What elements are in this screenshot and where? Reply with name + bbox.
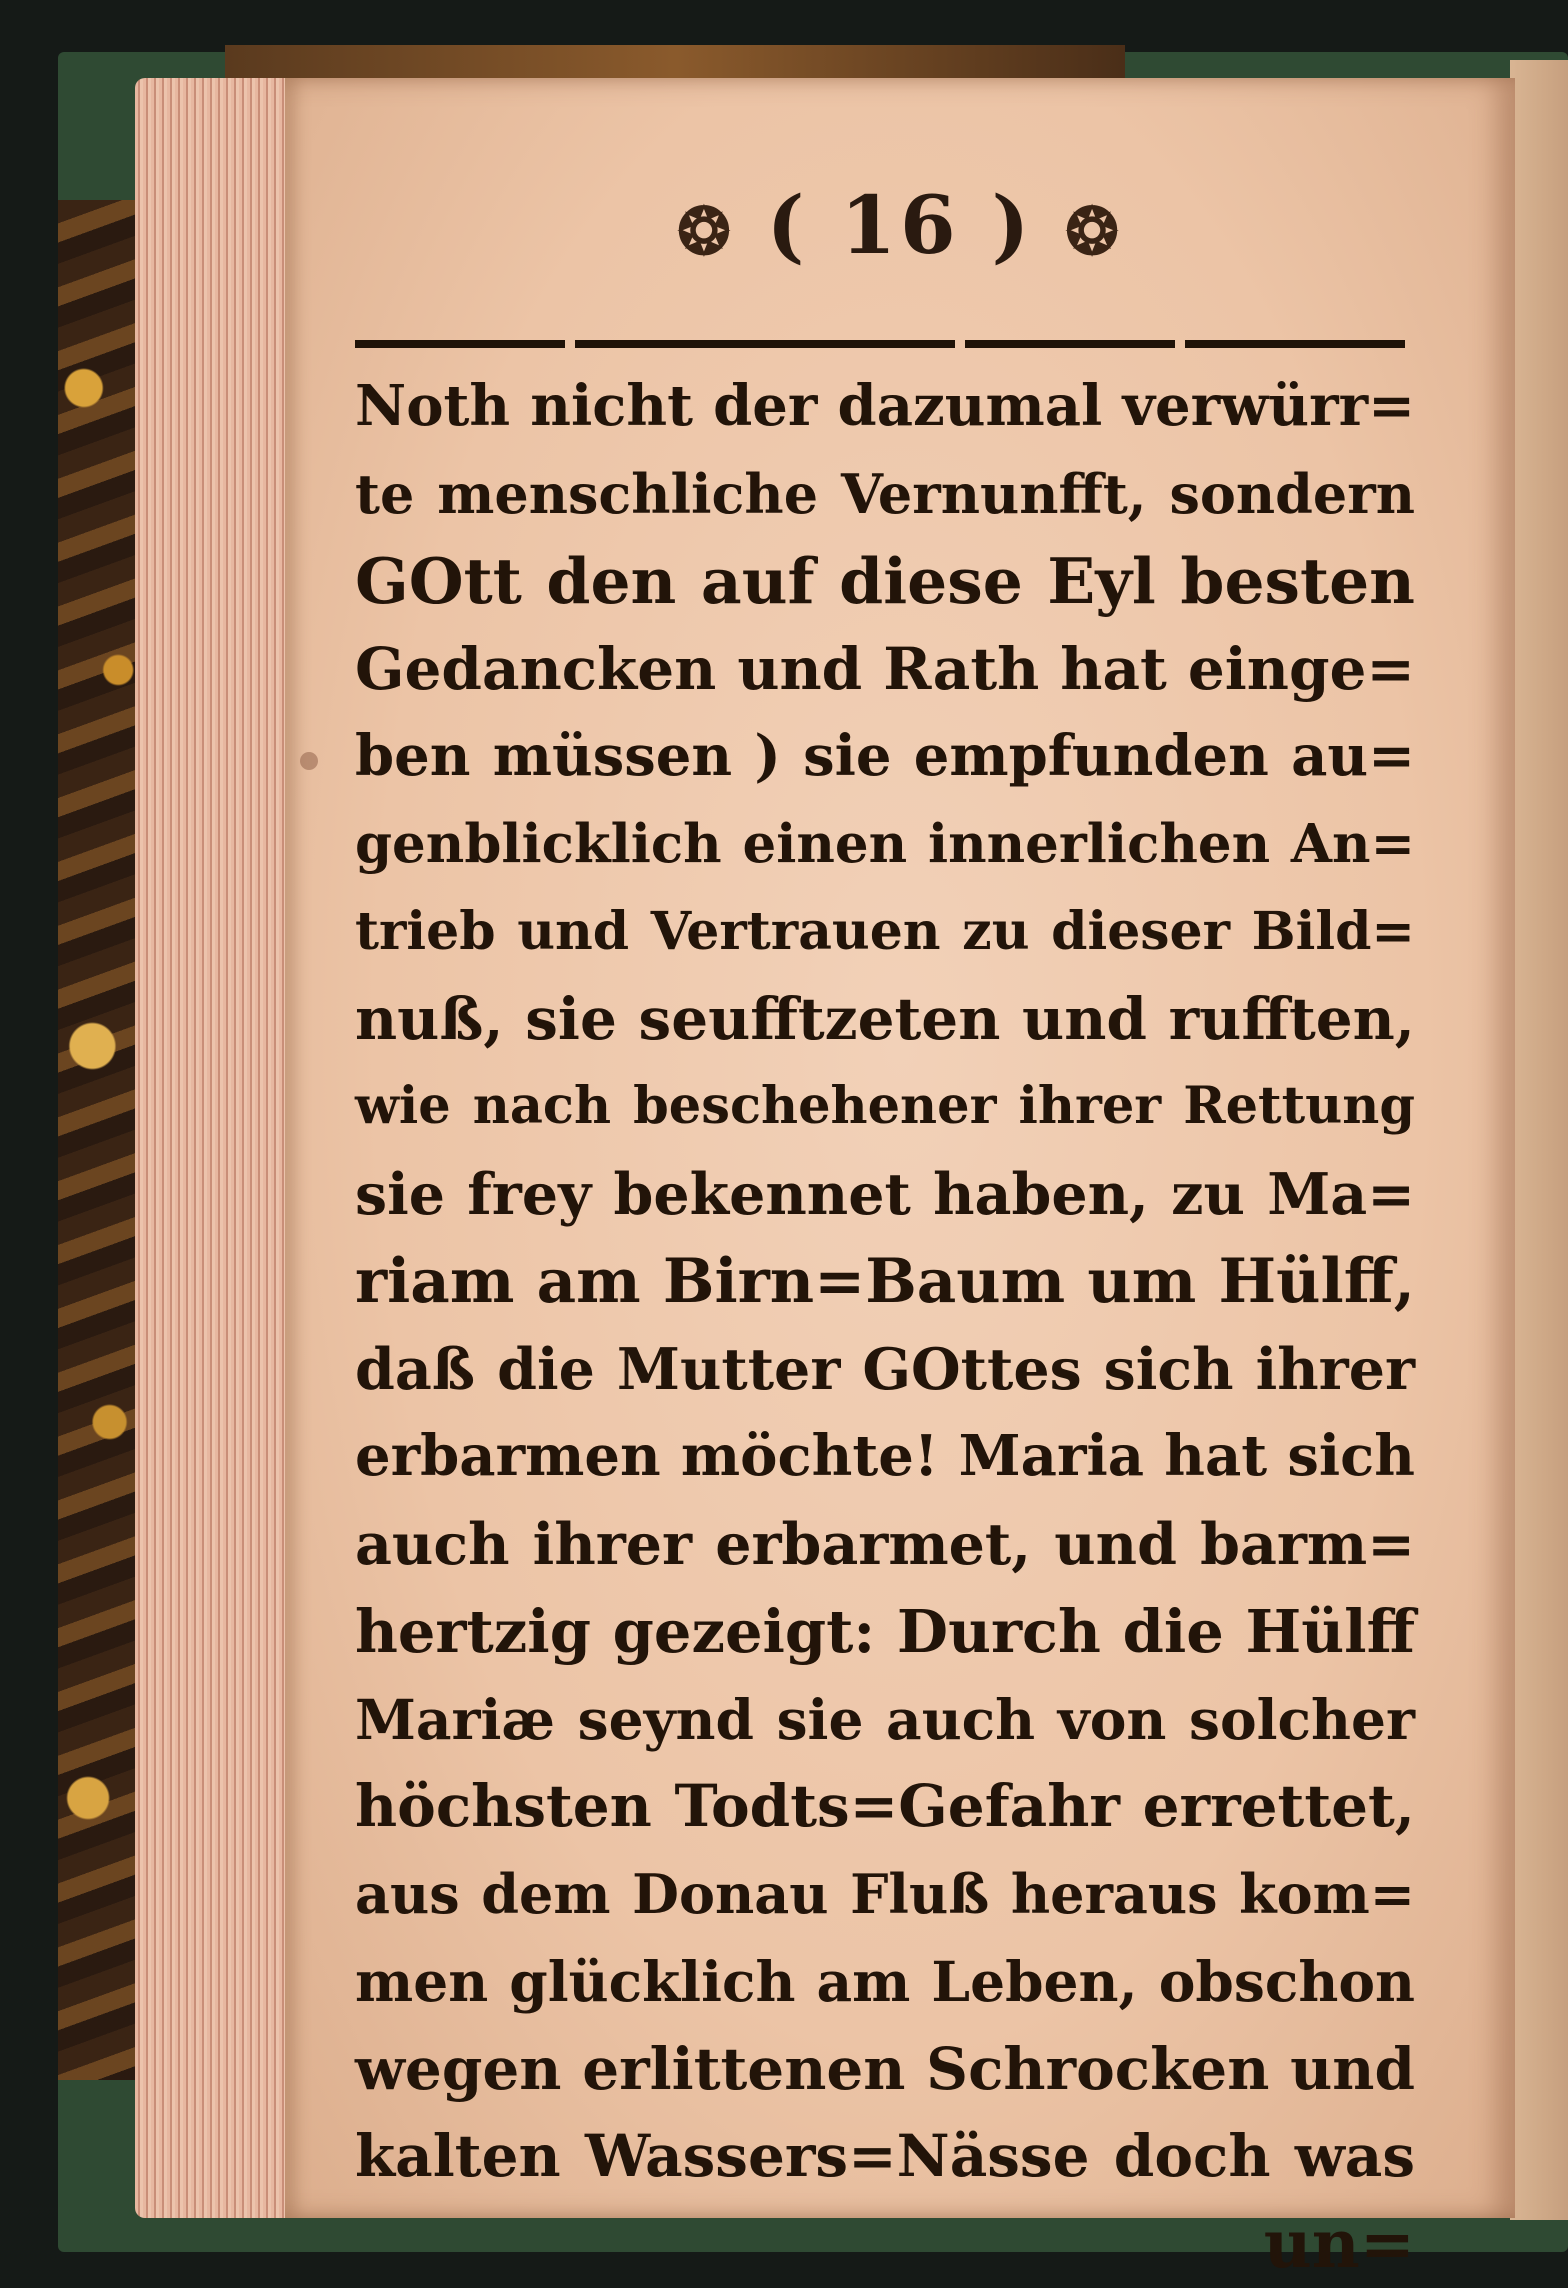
book-page (285, 78, 1515, 2283)
facing-page-edge (1510, 60, 1568, 2220)
text-line: Noth nicht der dazumal verwürr= (355, 373, 1415, 439)
text-line: nuß, sie seufftzeten und rufften, (355, 984, 1415, 1053)
text-line: men glücklich am Leben, obschon (355, 1949, 1415, 2014)
text-line: riam am Birn=Baum um Hülff, (355, 1246, 1415, 1317)
text-line: trieb und Vertrauen zu dieser Bild= (355, 901, 1415, 962)
page-edges (135, 78, 295, 2218)
text-line: daß die Mutter GOttes sich ihrer (355, 1335, 1415, 1403)
text-line: wegen erlittenen Schrocken und (355, 2034, 1415, 2103)
text-line: kalten Wassers=Nässe doch was (355, 2122, 1415, 2190)
ornament-left-icon: ❂ (677, 194, 735, 270)
text-line: GOtt den auf diese Eyl besten (355, 544, 1415, 618)
text-line: wie nach beschehener ihrer Rettung (355, 1076, 1415, 1136)
marbled-cover-edge (58, 200, 144, 2080)
page-number: ( 16 ) (766, 178, 1034, 272)
header-rule (355, 340, 1405, 350)
text-line: auch ihrer erbarmet, und barm= (355, 1510, 1415, 1578)
text-line: genblicklich einen innerlichen An= (355, 812, 1415, 875)
text-line: höchsten Todts=Gefahr errettet, (355, 1772, 1415, 1840)
text-line: Gedancken und Rath hat einge= (355, 634, 1415, 703)
catchword: un= (1263, 2204, 1415, 2283)
text-line: Mariæ seynd sie auch von solcher (355, 1686, 1415, 1752)
text-line: ben müssen ) sie empfunden au= (355, 723, 1415, 789)
text-line: hertzig gezeigt: Durch die Hülff (355, 1597, 1415, 1666)
text-line: aus dem Donau Fluß heraus kom= (355, 1861, 1415, 1926)
body-text (355, 363, 1415, 2288)
ornament-right-icon: ❂ (1065, 194, 1123, 270)
text-line: erbarmen möchte! Maria hat sich (355, 1423, 1415, 1489)
page-header (285, 178, 1515, 288)
text-line: te menschliche Vernunfft, sondern (355, 461, 1415, 526)
paper-stain (300, 752, 318, 770)
text-line: sie frey bekennet haben, zu Ma= (355, 1160, 1415, 1228)
